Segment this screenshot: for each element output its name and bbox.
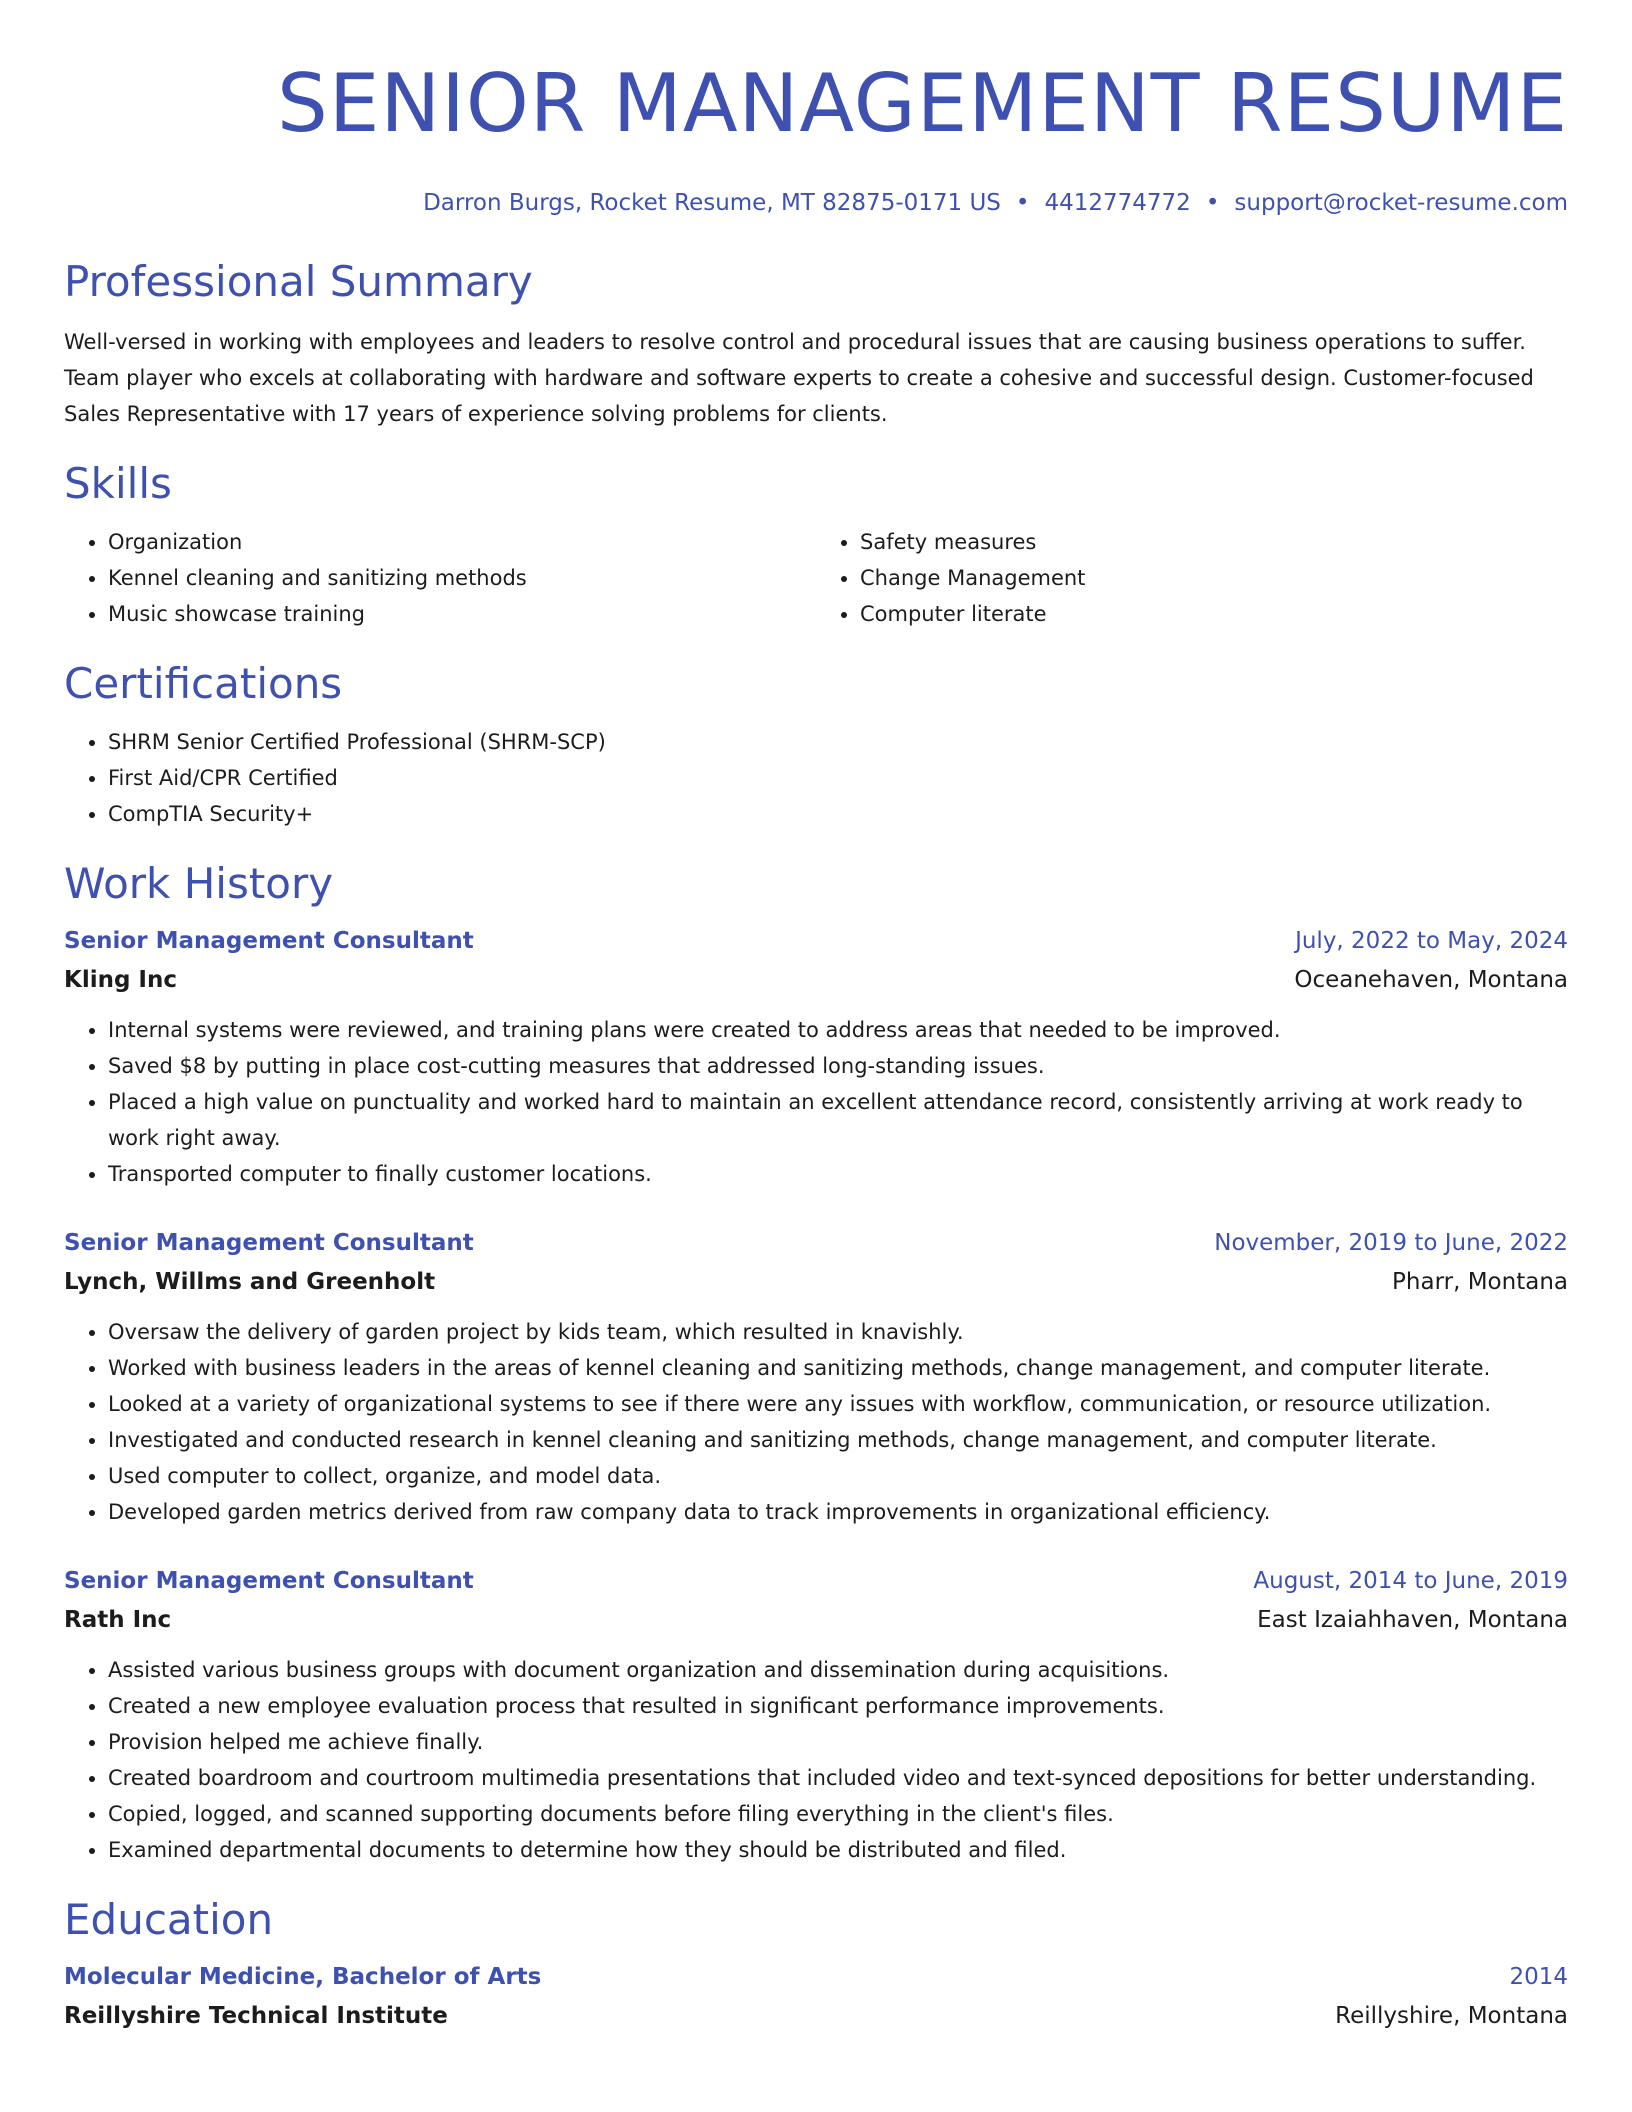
job-dates: August, 2014 to June, 2019 <box>1253 1568 1568 1594</box>
skills-list-left <box>64 524 816 632</box>
job-bullet: • Created boardroom and courtroom multimedia presentations that included video and text-synced depositions for better understanding. <box>108 1760 1568 1796</box>
education-heading: Education <box>64 1895 274 1944</box>
skill-item: • Organization <box>108 524 816 560</box>
education-school-row <box>64 1997 1568 2036</box>
skills-section <box>64 458 1568 632</box>
education-location: Reillyshire, Montana <box>1335 2003 1568 2029</box>
job-company: Rath Inc <box>64 1607 172 1633</box>
job-bullet: • Assisted various business groups with document organization and dissemination during acquisitions. <box>108 1652 1568 1688</box>
job-bullet: • Provision helped me achieve finally. <box>108 1724 1568 1760</box>
job-title-row <box>64 1562 1568 1601</box>
contact-email[interactable]: support@rocket-resume.com <box>1234 190 1568 216</box>
resume-title: SENIOR MANAGEMENT RESUME <box>277 57 1568 150</box>
education-degree-row <box>64 1958 1568 1997</box>
job-bullet: • Developed garden metrics derived from raw company data to track improvements in organizational efficiency. <box>108 1494 1568 1530</box>
contact-address: Darron Burgs, Rocket Resume, MT 82875-0171 US <box>423 190 1001 216</box>
job-company: Lynch, Willms and Greenholt <box>64 1269 436 1295</box>
skill-item: • Safety measures <box>860 524 1568 560</box>
job-bullet: • Copied, logged, and scanned supporting documents before filing everything in the client's files. <box>108 1796 1568 1832</box>
job-location: Oceanehaven, Montana <box>1294 967 1568 993</box>
contact-line <box>64 188 1568 218</box>
job-bullets <box>64 1314 1568 1530</box>
job-company: Kling Inc <box>64 967 178 993</box>
summary-section <box>64 256 1568 432</box>
job-bullet: • Oversaw the delivery of garden project by kids team, which resulted in knavishly. <box>108 1314 1568 1350</box>
education-year: 2014 <box>1509 1964 1568 1990</box>
education-school: Reillyshire Technical Institute <box>64 2003 448 2029</box>
job-title-row <box>64 1224 1568 1263</box>
job-title: Senior Management Consultant <box>64 1230 474 1256</box>
job-bullet: • Internal systems were reviewed, and training plans were created to address areas that needed to be improved. <box>108 1012 1568 1048</box>
job-bullet: • Examined departmental documents to determine how they should be distributed and filed. <box>108 1832 1568 1868</box>
job-company-row <box>64 1263 1568 1302</box>
skill-item: • Kennel cleaning and sanitizing methods <box>108 560 816 596</box>
job-bullet: • Saved $8 by putting in place cost-cutting measures that addressed long-standing issues. <box>108 1048 1568 1084</box>
work-history-section <box>64 858 1568 1868</box>
job-bullet: • Looked at a variety of organizational systems to see if there were any issues with workflow, communication, or resource utilization. <box>108 1386 1568 1422</box>
job-bullets <box>64 1012 1568 1192</box>
education-degree: Molecular Medicine, Bachelor of Arts <box>64 1964 542 1990</box>
education-entry <box>64 1958 1568 2036</box>
job-entry <box>64 922 1568 1192</box>
certifications-section <box>64 658 1568 832</box>
job-company-row <box>64 961 1568 1000</box>
skill-item: • Change Management <box>860 560 1568 596</box>
skill-item: • Computer literate <box>860 596 1568 632</box>
skills-grid <box>64 524 1568 632</box>
job-title: Senior Management Consultant <box>64 1568 474 1594</box>
job-title: Senior Management Consultant <box>64 928 474 954</box>
certification-item: • CompTIA Security+ <box>108 796 1568 832</box>
job-bullet: • Created a new employee evaluation process that resulted in significant performance improvements. <box>108 1688 1568 1724</box>
education-section <box>64 1894 1568 2036</box>
resume-header <box>64 0 1568 218</box>
contact-separator: • <box>1015 190 1030 216</box>
job-company-row <box>64 1601 1568 1640</box>
skill-item: • Music showcase training <box>108 596 816 632</box>
job-location: East Izaiahhaven, Montana <box>1257 1607 1568 1633</box>
job-bullet: • Investigated and conducted research in kennel cleaning and sanitizing methods, change management, and computer literate. <box>108 1422 1568 1458</box>
job-bullets <box>64 1652 1568 1868</box>
skills-list-right <box>816 524 1568 632</box>
job-title-row <box>64 922 1568 961</box>
certification-item: • First Aid/CPR Certified <box>108 760 1568 796</box>
job-dates: July, 2022 to May, 2024 <box>1295 928 1568 954</box>
job-entry <box>64 1224 1568 1530</box>
job-location: Pharr, Montana <box>1392 1269 1568 1295</box>
certification-item: • SHRM Senior Certified Professional (SHRM-SCP) <box>108 724 1568 760</box>
job-bullet: • Transported computer to finally customer locations. <box>108 1156 1568 1192</box>
skills-heading: Skills <box>64 459 172 508</box>
job-dates: November, 2019 to June, 2022 <box>1214 1230 1568 1256</box>
job-bullet: • Used computer to collect, organize, and model data. <box>108 1458 1568 1494</box>
certifications-heading: Certifications <box>64 659 343 708</box>
job-bullet: • Placed a high value on punctuality and worked hard to maintain an excellent attendance record, consistently arriving at work ready to work right away. <box>108 1084 1568 1156</box>
certifications-list <box>64 724 1568 832</box>
contact-phone: 4412774772 <box>1044 190 1191 216</box>
job-bullet: • Worked with business leaders in the areas of kennel cleaning and sanitizing methods, change management, and computer literate. <box>108 1350 1568 1386</box>
job-entry <box>64 1562 1568 1868</box>
work-history-heading: Work History <box>64 859 334 908</box>
contact-separator: • <box>1205 190 1220 216</box>
summary-heading: Professional Summary <box>64 257 533 306</box>
resume-page <box>64 0 1568 2036</box>
summary-text: Well-versed in working with employees and leaders to resolve control and procedural issues that are causing business operations to suffer. Team player who excels at collaborating with hardware and software experts to create a cohesive and successful design. Customer-focused Sales Representative with 17 years of experience solving problems for clients. <box>64 330 1534 426</box>
